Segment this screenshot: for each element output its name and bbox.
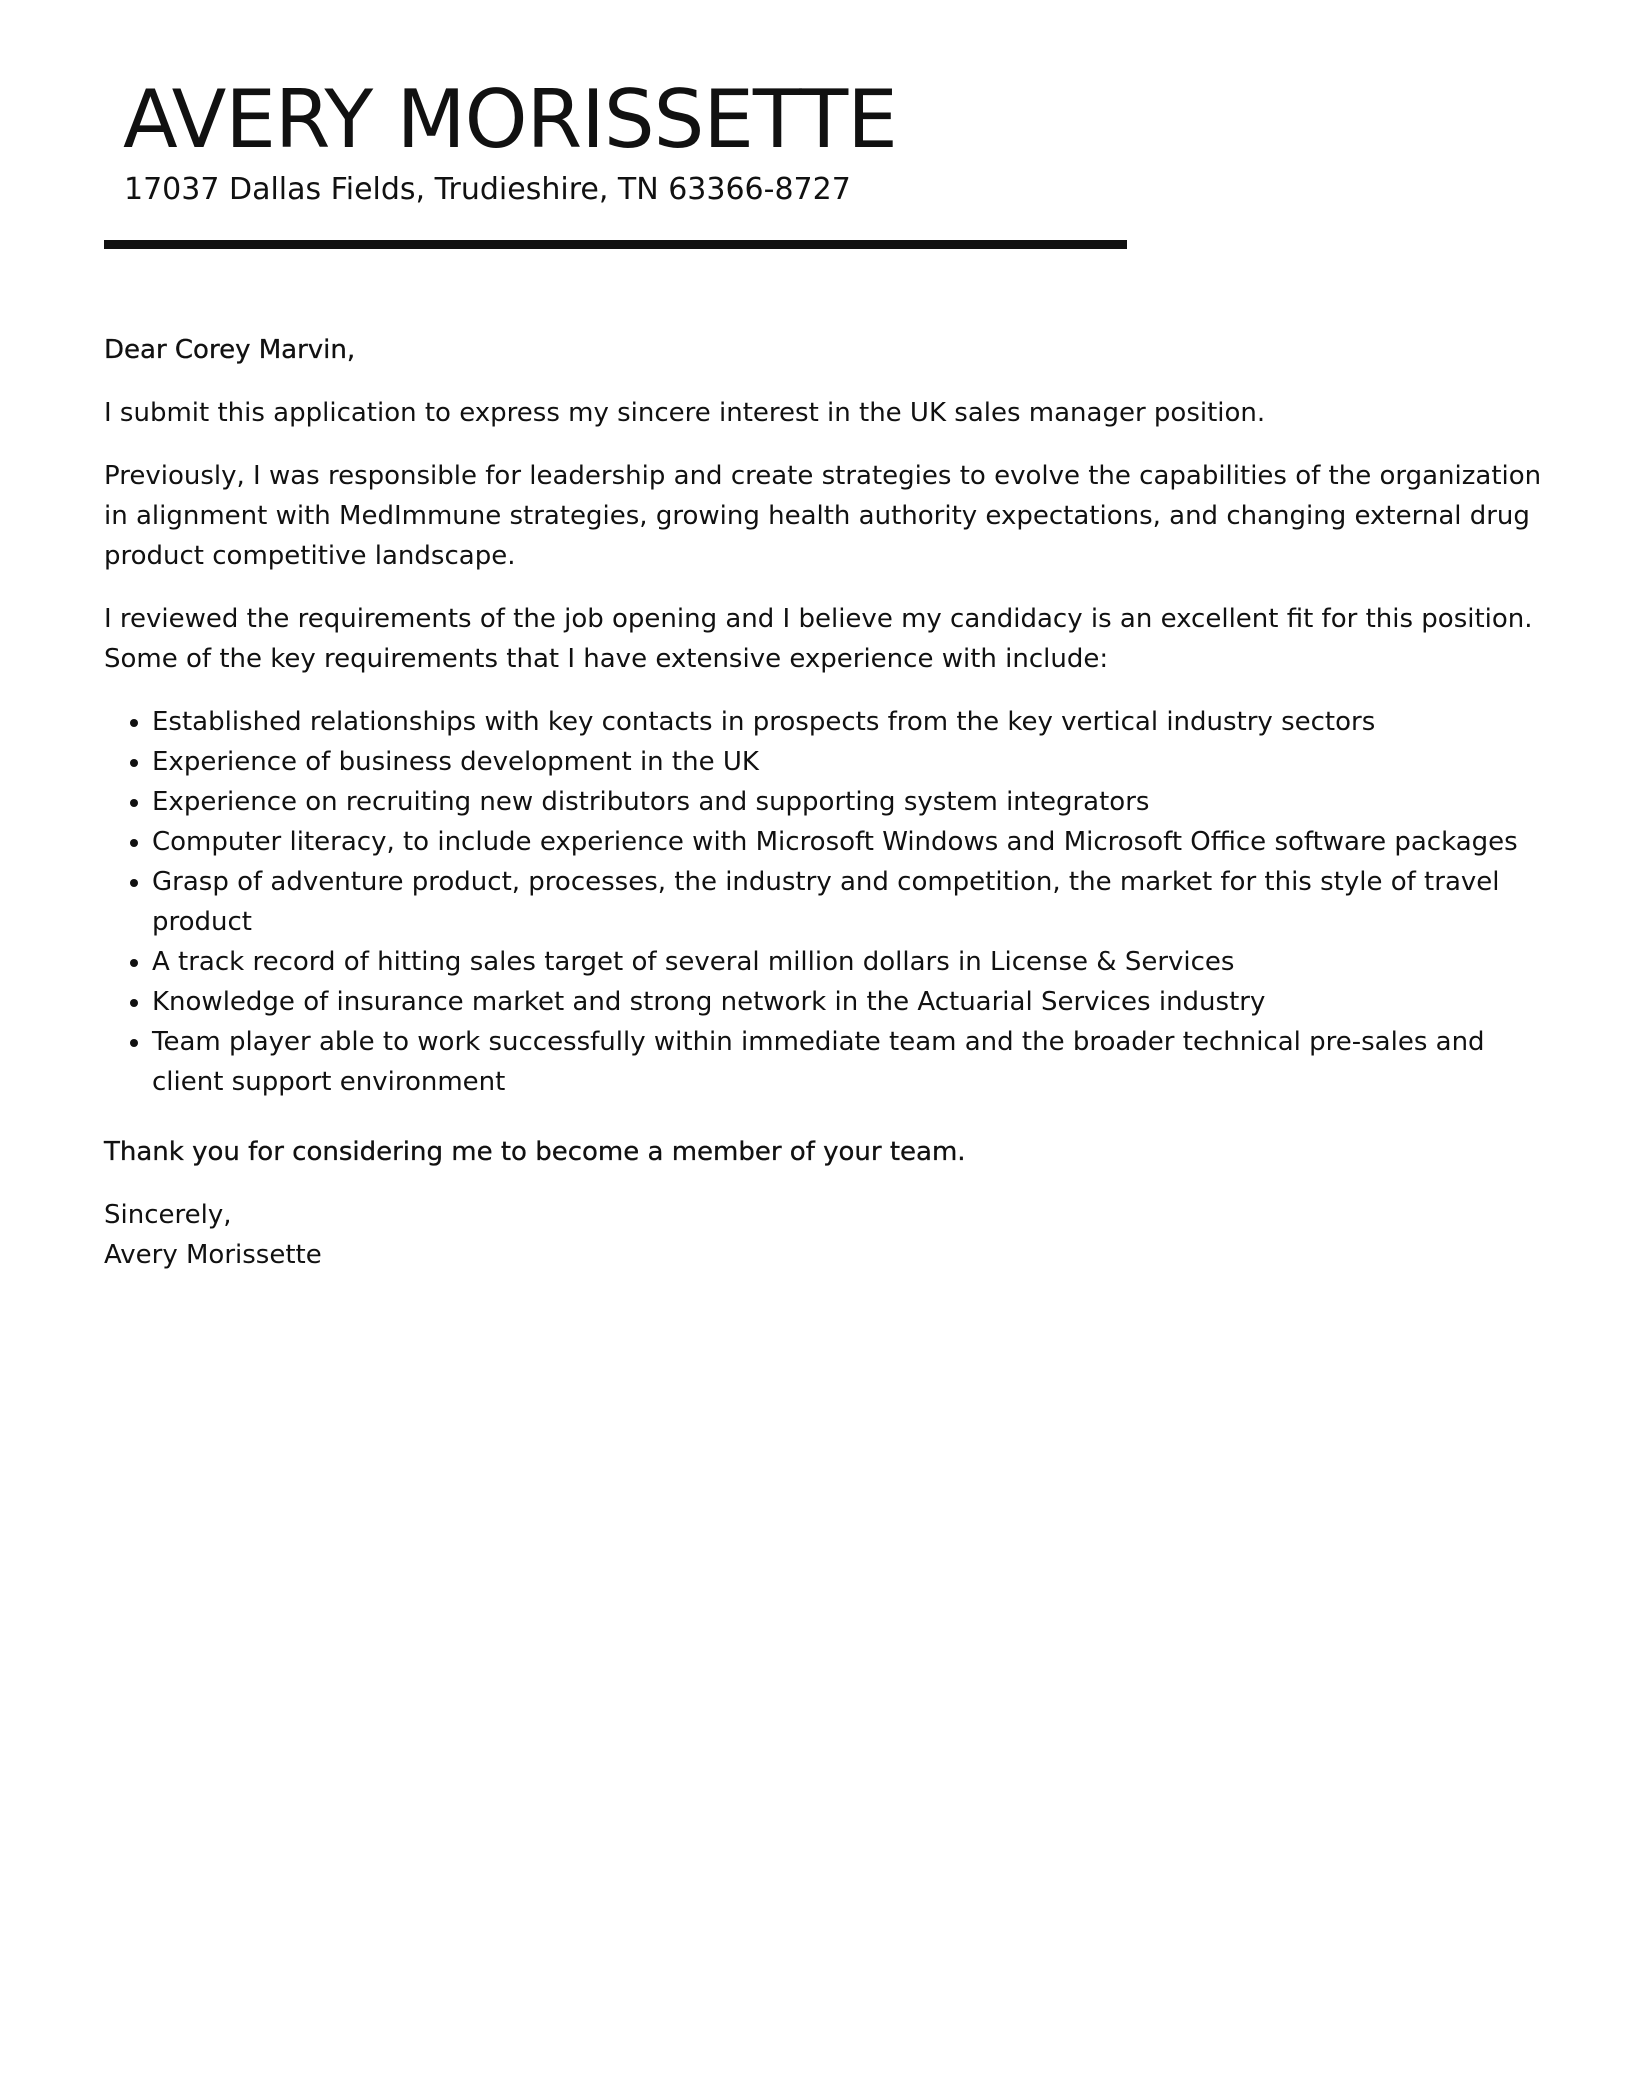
- valediction: Sincerely,: [104, 1200, 232, 1230]
- signoff: [104, 1195, 1544, 1275]
- requirements-paragraph: I reviewed the requirements of the job opening and I believe my candidacy is an excellent fit for this position. Some of the key requirements that I have extensive experience with include:: [104, 604, 1533, 674]
- closing-line: Thank you for considering me to become a member of your team.: [104, 1137, 966, 1167]
- signature-name: Avery Morissette: [104, 1240, 322, 1270]
- list-item: Computer literacy, to include experience with Microsoft Windows and Microsoft Office software packages: [104, 822, 1544, 862]
- applicant-address: 17037 Dallas Fields, Trudieshire, TN 63366-8727: [124, 172, 851, 207]
- salutation: Dear Corey Marvin,: [104, 335, 356, 365]
- qualifications-list: [104, 702, 1544, 1102]
- list-item: Team player able to work successfully within immediate team and the broader technical pre-sales and client support environment: [104, 1022, 1544, 1102]
- header-divider: [104, 240, 1127, 249]
- letter-body: [104, 330, 1544, 1298]
- list-item: Established relationships with key contacts in prospects from the key vertical industry sectors: [104, 702, 1544, 742]
- list-item: Grasp of adventure product, processes, the industry and competition, the market for this style of travel product: [104, 862, 1544, 942]
- list-item: A track record of hitting sales target of several million dollars in License & Services: [104, 942, 1544, 982]
- list-item: Experience of business development in the UK: [104, 742, 1544, 782]
- applicant-name: AVERY MORISSETTE: [123, 73, 897, 166]
- list-item: Experience on recruiting new distributors and supporting system integrators: [104, 782, 1544, 822]
- list-item: Knowledge of insurance market and strong network in the Actuarial Services industry: [104, 982, 1544, 1022]
- intro-paragraph: I submit this application to express my sincere interest in the UK sales manager position.: [104, 398, 1266, 428]
- experience-paragraph: Previously, I was responsible for leadership and create strategies to evolve the capabilities of the organization in alignment with MedImmune strategies, growing health authority expectations, and changing external drug product competitive landscape.: [104, 461, 1542, 571]
